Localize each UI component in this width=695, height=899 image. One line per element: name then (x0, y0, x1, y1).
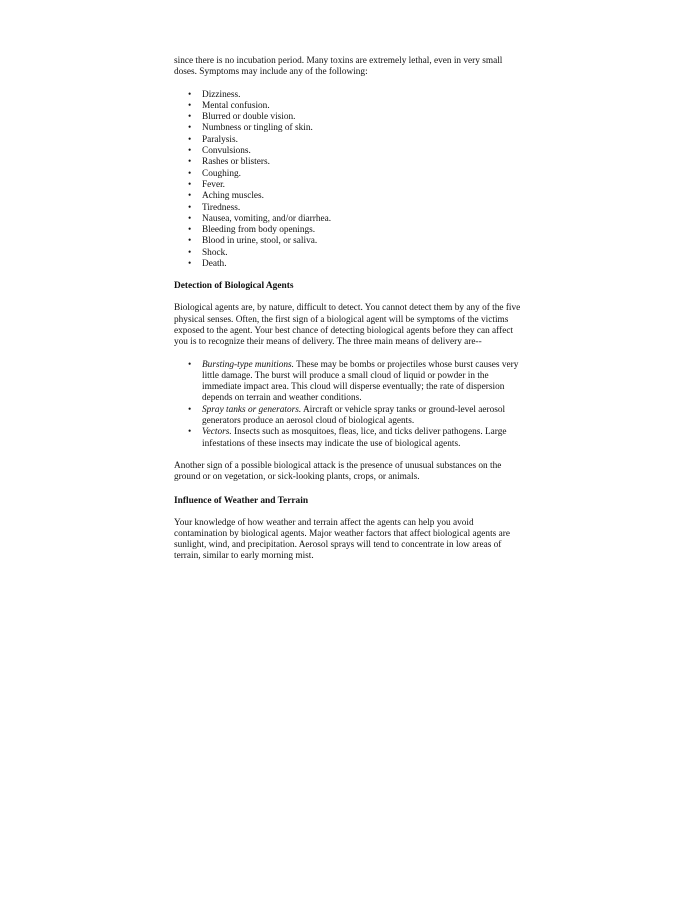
list-item (174, 427, 526, 450)
detection-paragraph: Biological agents are, by nature, difficult to detect. You cannot detect them by any of the five physical senses. Often, the first sign of a biological agent will be symptoms of the victims exposed to the agent. Your best chance of detecting biological agents before they can affect you is to recognize their means of delivery. The three main means of delivery are-- (174, 303, 521, 348)
list-item: • Rashes or blisters. (174, 157, 526, 168)
list-item: • Coughing. (174, 169, 526, 180)
weather-heading: Influence of Weather and Terrain (174, 495, 309, 506)
intro-paragraph: since there is no incubation period. Many toxins are extremely lethal, even in very small doses. Symptoms may include any of the following: (174, 56, 503, 78)
list-item: • Fever. (174, 180, 526, 191)
means-term: Bursting-type munitions. (202, 359, 294, 370)
list-item (174, 360, 526, 405)
list-item: • Dizziness. (174, 90, 526, 101)
means-text: Aircraft or vehicle spray tanks or ground-level aerosol generators produce an aerosol cloud of biological agents. (202, 404, 506, 427)
list-item: • Mental confusion. (174, 101, 526, 112)
means-text: These may be bombs or projectiles whose burst causes very little damage. The burst will produce a small cloud of liquid or powder in the immediate impact area. This cloud will disperse eventually; the rate of dispersion depends on terrain and weather conditions. (202, 359, 519, 404)
list-item: • Blood in urine, stool, or saliva. (174, 236, 526, 247)
list-item: • Blurred or double vision. (174, 112, 526, 123)
list-item (174, 405, 526, 428)
means-term: Vectors. (202, 427, 232, 438)
list-item: • Bleeding from body openings. (174, 225, 526, 236)
list-item: • Aching muscles. (174, 191, 526, 202)
page-content (174, 56, 526, 563)
means-text: Insects such as mosquitoes, fleas, lice, and ticks deliver pathogens. Large infestations of these insects may indicate the use of biological agents. (202, 427, 507, 449)
list-item: • Nausea, vomiting, and/or diarrhea. (174, 214, 526, 225)
list-item: • Convulsions. (174, 146, 526, 157)
weather-paragraph: Your knowledge of how weather and terrain affect the agents can help you avoid contamination by biological agents. Major weather factors that affect biological agents are sunlight, wind, and precipitation. Aerosol sprays will tend to concentrate in low areas of terrain, similar to early morning mist. (174, 517, 510, 562)
list-item: • Paralysis. (174, 135, 526, 146)
list-item: • Shock. (174, 248, 526, 259)
delivery-means-list (174, 360, 526, 450)
list-item: • Death. (174, 259, 526, 270)
means-term: Spray tanks or generators. (202, 404, 302, 415)
list-item: • Numbness or tingling of skin. (174, 123, 526, 134)
symptoms-list (174, 90, 526, 271)
list-item: • Tiredness. (174, 203, 526, 214)
detection-heading: Detection of Biological Agents (174, 281, 294, 292)
attack-sign-paragraph: Another sign of a possible biological attack is the presence of unusual substances on the ground or on vegetation, or sick-looking plants, crops, or animals. (174, 460, 502, 483)
